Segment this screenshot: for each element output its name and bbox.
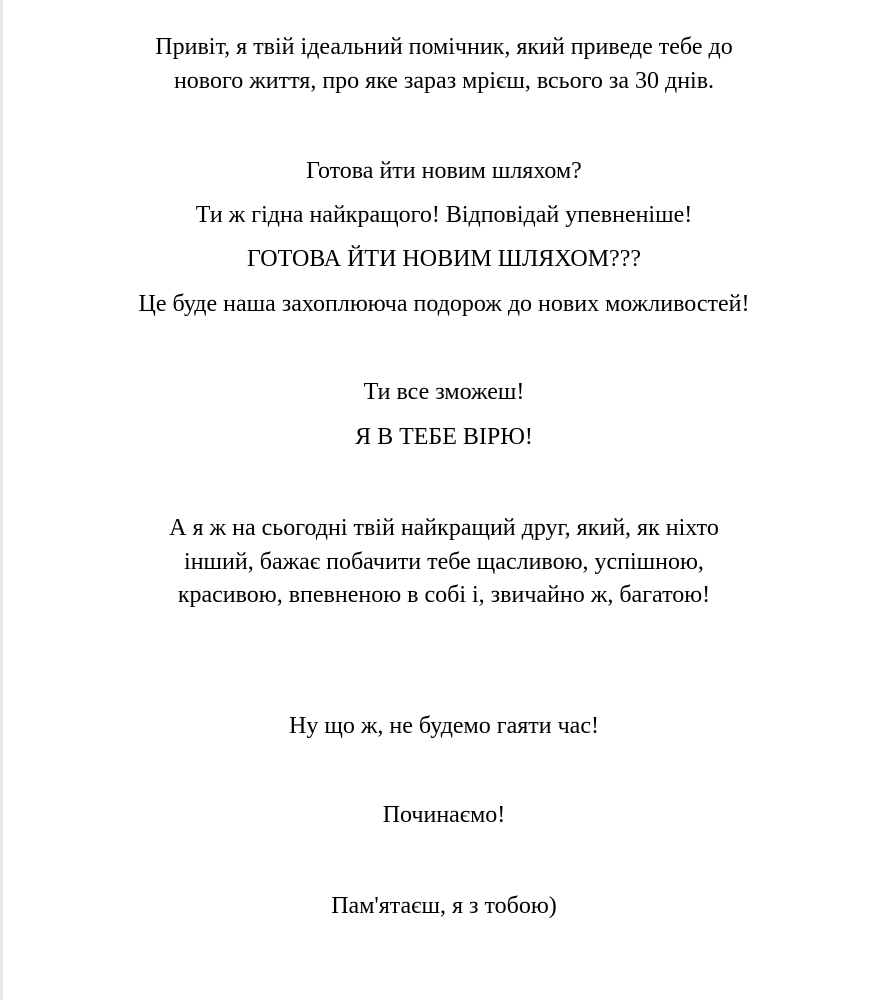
friend-line-2: інший, бажає побачити тебе щасливою, успішною, [184, 549, 704, 575]
friend-line-3: красивою, впевненою в собі і, звичайно ж, багатою! [177, 582, 711, 608]
journey-line: Це буде наша захоплююча подорож до нових можливостей! [138, 291, 750, 317]
believe-line: Я В ТЕБЕ ВІРЮ! [355, 424, 533, 450]
friend-line-1: А я ж на сьогодні твій найкращий друг, який, як ніхто [169, 515, 719, 541]
question-line: Готова йти новим шляхом? [306, 158, 582, 184]
encouragement-line: Ти ж гідна найкращого! Відповідай упевненіше! [195, 202, 693, 228]
greeting-line-2: нового життя, про яке зараз мрієш, всього за 30 днів. [173, 68, 715, 94]
no-time-waste-line: Ну що ж, не будемо гаяти час! [289, 713, 599, 739]
you-can-line: Ти все зможеш! [363, 379, 525, 405]
greeting-line-1: Привіт, я твій ідеальний помічник, який приведе тебе до [155, 34, 733, 60]
question-caps-line: ГОТОВА ЙТИ НОВИМ ШЛЯХОМ??? [246, 246, 642, 272]
page-edge-divider [0, 0, 3, 1000]
with-you-line: Пам'ятаєш, я з тобою) [331, 893, 557, 919]
lets-start-line: Починаємо! [382, 802, 506, 828]
